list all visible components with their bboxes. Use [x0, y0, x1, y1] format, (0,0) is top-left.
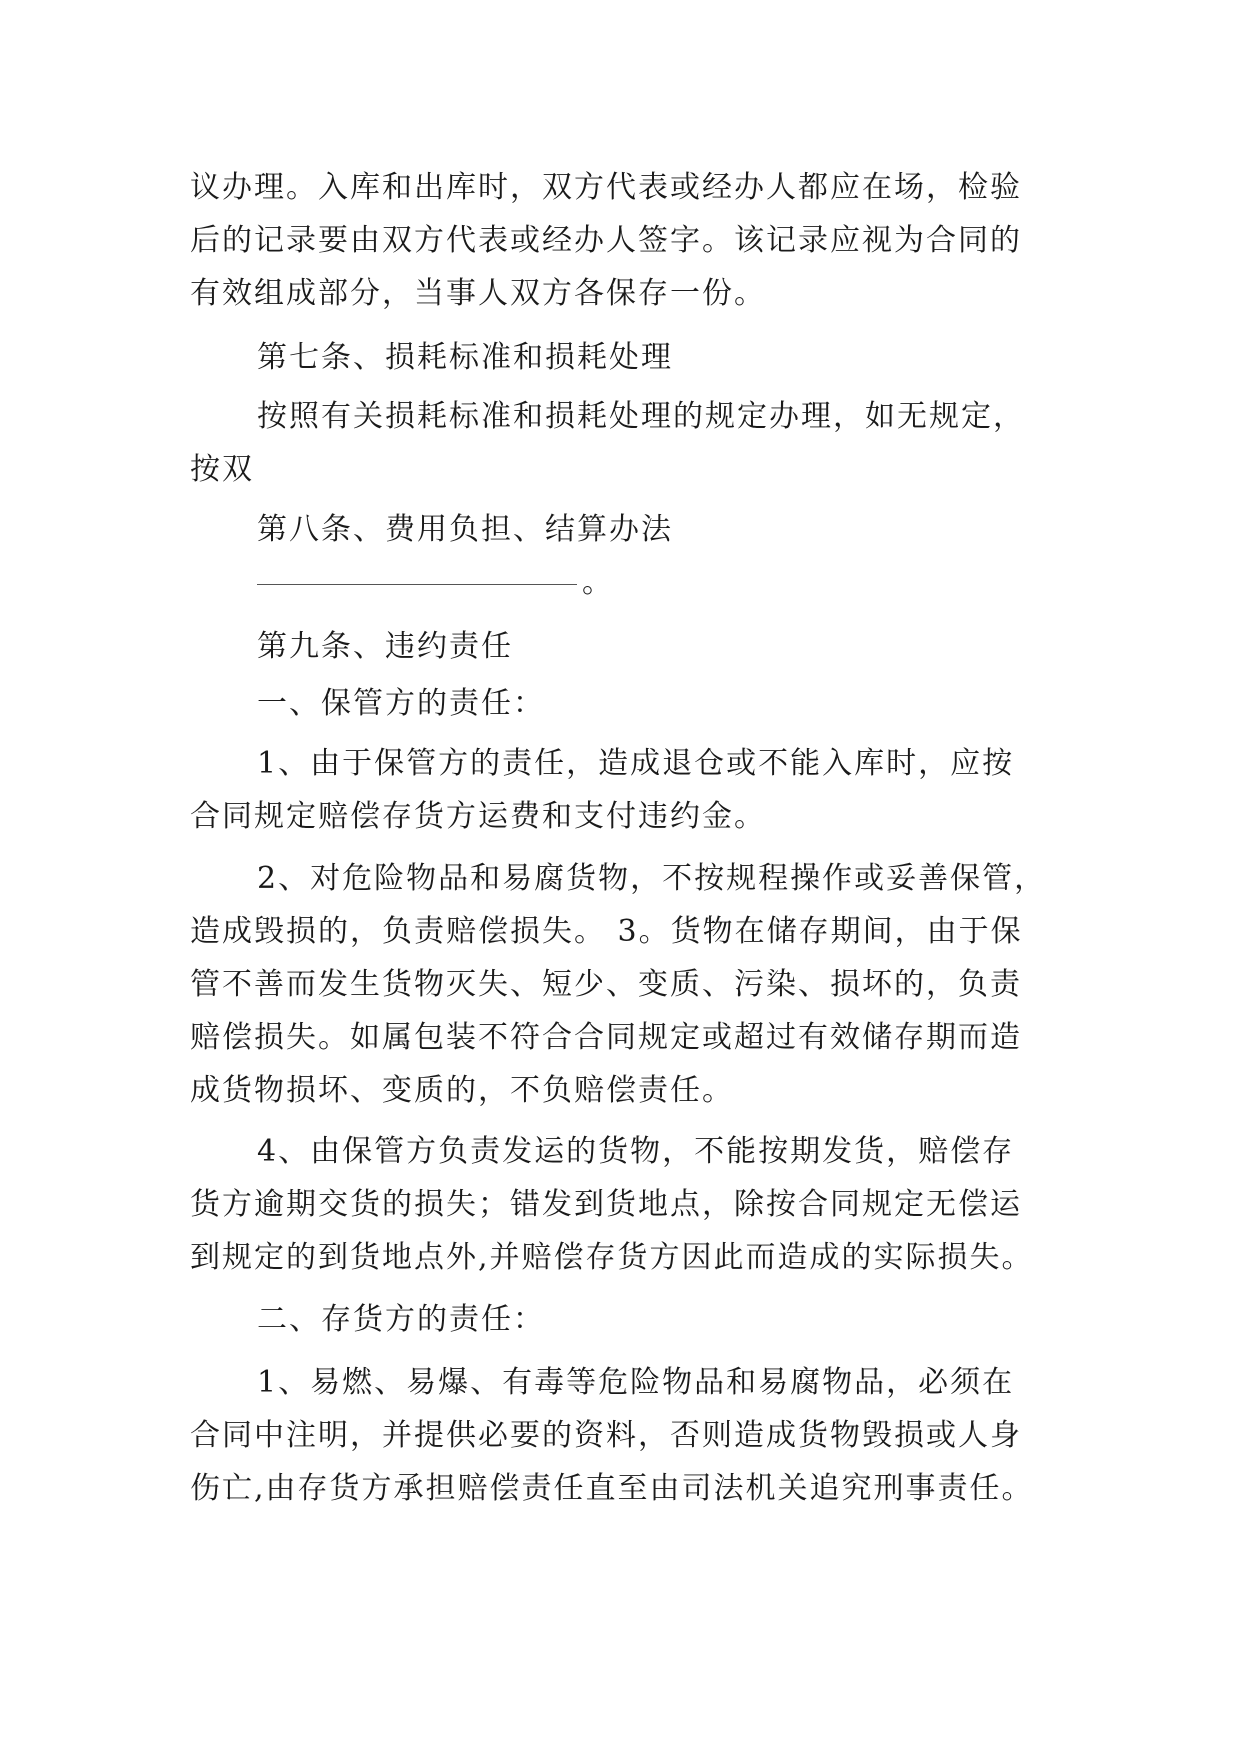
- text-line: 货方逾期交货的损失；错发到货地点，除按合同规定无偿运: [190, 1187, 1022, 1222]
- text-line: 有效组成部分，当事人双方各保存一份。: [190, 276, 766, 311]
- text-line: 成货物损坏、变质的，不负赔偿责任。: [190, 1073, 734, 1108]
- text-line: 1、易燃、易爆、有毒等危险物品和易腐物品，必须在: [257, 1365, 1015, 1400]
- text-line: 4、由保管方负责发运的货物，不能按期发货，赔偿存: [257, 1134, 1015, 1169]
- text-line: 按双: [190, 452, 254, 487]
- section-heading: 二、存货方的责任：: [257, 1302, 545, 1337]
- text-line: 合同中注明，并提供必要的资料，否则造成货物毁损或人身: [190, 1418, 1022, 1453]
- article-heading-7: 第七条、损耗标准和损耗处理: [257, 340, 673, 375]
- text-line: 伤亡,由存货方承担赔偿责任直至由司法机关追究刑事责任。: [190, 1471, 1034, 1506]
- article-heading-8: 第八条、费用负担、结算办法: [257, 512, 673, 547]
- text-line: 造成毁损的，负责赔偿损失。 3。货物在储存期间，由于保: [190, 914, 1023, 949]
- text-line: 议办理。入库和出库时，双方代表或经办人都应在场，检验: [190, 170, 1022, 205]
- fill-in-blank-line: [257, 584, 577, 585]
- text-line: 管不善而发生货物灭失、短少、变质、污染、损坏的，负责: [190, 967, 1022, 1002]
- text-line: 到规定的到货地点外,并赔偿存货方因此而造成的实际损失。: [190, 1240, 1034, 1275]
- text-line: 1、由于保管方的责任，造成退仓或不能入库时，应按: [257, 746, 1015, 781]
- text-line: 2、对危险物品和易腐货物，不按规程操作或妥善保管，: [257, 861, 1047, 896]
- text-line: 合同规定赔偿存货方运费和支付违约金。: [190, 799, 766, 834]
- text-line: 按照有关损耗标准和损耗处理的规定办理，如无规定，: [257, 399, 1025, 434]
- text-line: 赔偿损失。如属包装不符合合同规定或超过有效储存期而造: [190, 1020, 1022, 1055]
- blank-line-period: 。: [582, 565, 612, 600]
- text-line: 后的记录要由双方代表或经办人签字。该记录应视为合同的: [190, 223, 1022, 258]
- article-heading-9: 第九条、违约责任: [257, 629, 513, 664]
- section-heading: 一、保管方的责任：: [257, 686, 545, 721]
